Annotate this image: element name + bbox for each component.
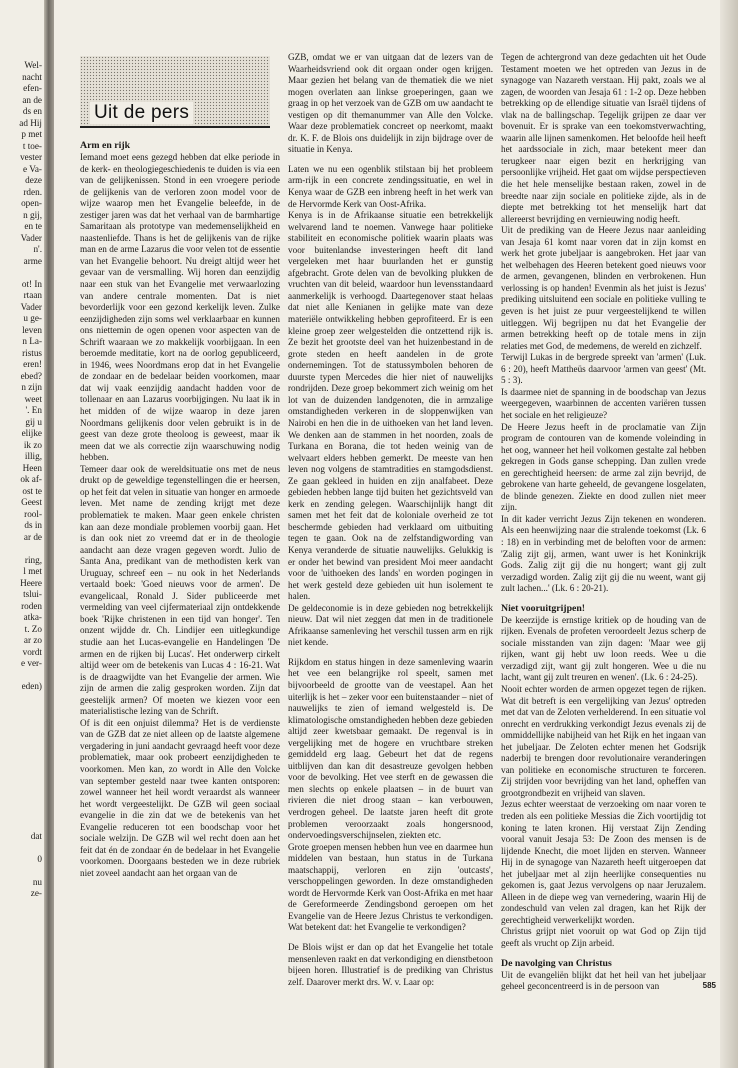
edge-fragment: ik zo xyxy=(23,439,42,450)
edge-fragment xyxy=(0,739,42,751)
edge-fragment xyxy=(0,796,42,808)
edge-fragment: n gij, xyxy=(23,209,42,220)
edge-fragment: ristus xyxy=(22,347,42,358)
edge-fragment xyxy=(0,808,42,820)
edge-fragment: vester xyxy=(20,152,42,162)
quote-paragraph: De geldeconomie is in deze gebieden nog betrekkelijk nieuw. Dat wil niet zeggen dat men in de traditionele Afrikaanse samenleving het verschil tussen arm en rijk niet kende. xyxy=(288,602,493,648)
paragraph: De Heere Jezus heeft in de proclamatie van Zijn program de contouren van de komende voleinding in het oog, wanneer het heil volkomen gestalte zal hebben gekregen in Gods ganse schepping. Dan zullen vrede en gerechtigheid heersen: de arme zal zijn bevrijd, de gebrokene van harte geheeld, de gevangene losgelaten, de blinde genezen. Ziekte en dood zullen niet meer zijn. xyxy=(501,421,706,513)
paragraph: Uit de evangeliën blijkt dat het heil van het jubeljaar geheel geconcentreerd is in de persoon van xyxy=(501,969,706,992)
edge-fragment: n'. xyxy=(33,244,42,254)
edge-fragment: n zijn xyxy=(21,382,42,392)
edge-fragment: an de xyxy=(22,94,42,105)
paragraph: Christus grijpt niet vooruit op wat God op Zijn tijd geeft als vrucht op Zijn arbeid. xyxy=(501,926,706,949)
edge-fragment xyxy=(0,785,42,797)
edge-fragment: ot! In xyxy=(21,278,42,289)
subheading: Niet vooruitgrijpen! xyxy=(501,602,586,614)
paragraph: Is daarmee niet de spanning in de boodschap van Jezus weergegeven, waarbinnen de accenten variëren tussen het sociale en het religieuze? xyxy=(501,386,706,420)
paragraph: Temeer daar ook de wereldsituatie ons met de neus drukt op de geweldige tegenstellingen die er heersen, op het feit dat velen in situatie van honger en armoede leven. Met name de zending krijgt met deze problematiek te maken. Maar geen enkele christen kan aan deze mondiale problemen voorbij gaan. Het is dan ook niet zo vreemd dat er in de theologie aandacht aan deze vragen gegeven wordt. Julio de Santa Ana, predikant van de methodisten kerk van Uruguay, schreef een – nu ook in het Nederlands vertaald boek: 'Goed nieuws voor de armen'. De evangelicaal, Ronald J. Sider publiceerde met vermelding van veel cijfermateriaal zijn ontdekkende boek 'Rijke christenen in een tijd van honger'. Ten onzent wijdde dr. Ch. Lindijer een uitlegkundige studie aan het Lucas-evangelie en Handelingen 'De armen en de rijken bij Lucas'. Het onderwerp cirkelt altijd weer om de betekenis van Lucas 4 : 16-21. Wat is de draagwijdte van het Evangelie der armen. Wie zijn de armen die zalig gesproken worden. Zijn dat geestelijk armen? Of moeten we kiezen voor een materialistische lezing van de Schrift. xyxy=(80,463,280,717)
edge-fragment: Wel- xyxy=(24,60,42,70)
edge-fragment: e Va- xyxy=(23,163,42,174)
edge-fragment xyxy=(0,267,42,279)
edge-fragment: illig, xyxy=(24,451,42,461)
edge-fragment: ost te xyxy=(22,485,42,496)
edge-fragment: eden) xyxy=(21,681,42,691)
edge-fragment xyxy=(0,762,42,774)
header-rule xyxy=(80,126,270,128)
edge-fragment: Heere xyxy=(20,577,42,588)
edge-fragment: open- xyxy=(21,198,42,208)
edge-fragment xyxy=(0,543,42,555)
edge-fragment xyxy=(0,670,42,682)
edge-fragment: eren! xyxy=(23,359,42,369)
edge-fragment: t. Zo xyxy=(24,623,42,634)
edge-fragment: weet xyxy=(24,393,42,404)
edge-fragment: Vader xyxy=(20,301,42,312)
paragraph: Nooit echter worden de armen opgezet tegen de rijken. Wat dit betreft is een vergelijking van Jezus' optreden met dat van de Zeloten verhelderend. In een situatie vol onrecht en verdrukking verkondigt Jezus evenals zij de ommiddellijke nabijheid van het Rijk en het ingaan van het jubeljaar. De Zeloten echter menen het Godsrijk naderbij te brengen door revolutionaire veranderingen van politieke en economische structuren te forceren. Zij strijden voor bevrijding van het land, opheffen van grootgrondbezit en vrijheid van slaven. xyxy=(501,683,706,798)
edge-fragment: rden. xyxy=(23,186,42,197)
edge-fragment: n La- xyxy=(22,336,42,346)
edge-fragment xyxy=(0,750,42,762)
page-gutter xyxy=(44,0,54,1068)
edge-fragment: efen- xyxy=(23,83,42,93)
section-header xyxy=(80,56,270,128)
edge-fragment xyxy=(0,693,42,705)
edge-fragment: e ver- xyxy=(21,658,42,668)
edge-fragment: ds en xyxy=(22,106,42,116)
quote-paragraph: Grote groepen mensen hebben hun vee en daarmee hun middelen van bestaan, hun status in de Turkana maatschappij, verloren en zijn 'outcasts', verschoppelingen geworden. In deze omstandigheden wordt de Hervormde Kerk van Oost-Afrika en met haar de Gereformeerde Zendingsbond geroepen om het Evangelie van de Heere Jezus Christus te verkondigen. Wat betekent dat: het Evangelie te verkondigen? xyxy=(288,841,493,933)
page-edge-shadow xyxy=(720,0,738,1068)
edge-fragment: ebed? xyxy=(20,370,42,381)
quote-paragraph: Rijkdom en status hingen in deze samenleving waarin het vee een belangrijke rol speelt, samen met bijvoorbeeld de grootte van de veestapel. Aan het uiterlijk is het – zeker voor een buitenstaander – niet of nauwelijks te zien of iemand welgesteld is. De klimatologische omstandigheden hebben deze gebieden altijd zeer kwetsbaar gemaakt. De regenval is in vergelijking met de hogere en vruchtbare streken gemiddeld erg laag. Gebeurt het dat de regens uitblijven dan kan dit desastreuze gevolgen hebben voor de bevolking. Het vee sterft en de gewassen die men slechts op enkele plaatsen – in de buurt van rivieren die niet droog staan – kan verbouwen, verdrogen geheel. De laatste jaren heeft dit grote problemen veroorzaakt zoals hongersnood, ondervoedingsverschijnselen, ziekten etc. xyxy=(288,656,493,841)
quote-paragraph: Laten we nu een ogenblik stilstaan bij het probleem arm-rijk in een concrete zendingssituatie, en wel in Kenya waar de GZB een inbreng heeft in het werk van de Hervormde Kerk van Oost-Afrika. xyxy=(288,163,493,209)
subheading: De navolging van Christus xyxy=(501,957,612,969)
edge-fragment: elijke xyxy=(21,428,42,438)
paragraph: In dit kader verricht Jezus Zijn tekenen en wonderen. Als een heenwijzing naar die stralende toekomst (Lk. 6 : 18) en in verbinding met de beloften voor de armen: 'Zalig zijt gij, armen, want uwer is het Koninkrijk Gods. Zalig zijt gij die nu hongert; want gij zult verzadigd worden. Zalig zijt gij die nu weent, want gij zult lachen...' (Lk. 6 : 20-21). xyxy=(501,513,706,594)
edge-fragment: '. En xyxy=(25,405,42,415)
edge-fragment: arme xyxy=(23,255,42,266)
edge-fragment: tslui- xyxy=(23,589,42,599)
edge-fragment: vordt xyxy=(22,646,42,657)
edge-fragment: ar zo xyxy=(23,635,42,645)
edge-fragment xyxy=(0,716,42,728)
paragraph: GZB, omdat we er van uitgaan dat de lezers van de Waarheidsvriend ook dit orgaan onder ogen krijgen. Maar gezien het belang van de thematiek die we niet mogen overlaten aan linkse groeperingen, gaan we graag in op het verzoek van de GZB om uw aandacht te vestigen op dit themanummer van Alle den Volcke. Waar deze problematiek concreet op neerkomt, maakt dr. K. F. de Blois ons duidelijk in zijn bijdrage over de situatie in Kenya. xyxy=(288,52,493,155)
edge-fragment xyxy=(0,727,42,739)
edge-fragment: rool- xyxy=(24,508,42,519)
edge-fragment: en te xyxy=(24,221,42,231)
edge-fragment: nu xyxy=(32,876,42,887)
edge-fragment xyxy=(0,865,42,877)
edge-fragment: roden xyxy=(21,600,42,611)
paragraph: De Blois wijst er dan op dat het Evangelie het totale mensenleven raakt en dat verkondiging en dienstbetoon bijeen horen. Illustratief is de prediking van Christus zelf. Daarover merkt drs. W. v. Laar op: xyxy=(288,942,493,987)
edge-fragment: rtaan xyxy=(23,290,42,300)
quote-paragraph: Kenya is in de Afrikaanse situatie een betrekkelijk welvarend land te noemen. Vanwege haar politieke stabiliteit en economische politiek waarin plaats was voor buitenlandse investeringen heeft dit land vergeleken met haar buurlanden het er gunstig afgebracht. Grote delen van de bevolking plukken de vruchten van dit beleid, waardoor hun levensstandaard aanmerkelijk is verhoogd. Daartegenover staat helaas dat niet alle Kenianen in gelijke mate van deze materiële ontwikkeling hebben geprofiteerd. Er is een kleine groep zeer welgestelden die ontzettend rijk is. Ze bezit het grootste deel van het huizenbestand in de grote steden en heeft aandelen in de grote ondernemingen. Tot de statussymbolen behoren de duurste typen Mercedes die hier niet of nauwelijks rondrijden. Deze groep bekommert zich weinig om het lot van de duizenden landgenoten, die in armzalige omstandigheden verkeren in de sloppenwijken van Nairobi en hen die in de uithoeken van het land leven. We denken aan de stammen in het noorden, zoals de Turkana en Borana, die tot heden weinig van de welvaart elders hebben gemerkt. De meeste van hen leven nog volgens de stamtradities en stamgodsdienst. Ze gaan gekleed in huiden en zijn analfabeet. Deze gebieden hebben lange tijd buiten het gezichtsveld van kerk en zending gelegen. Waarschijnlijk hangt dit samen met het feit dat de koloniale overheid ze tot beschermde gebieden had verklaard om uitbuiting tegen te gaan. Ook na de zelfstandigwording van Kenya veranderde de situatie nauwelijks. Gelukkig is er onder het bewind van president Moi meer aandacht voor de 'uithoeken des lands' en worden pogingen in het werk gesteld deze gebieden uit hun isolement te halen. xyxy=(288,210,493,602)
paragraph: Iemand moet eens gezegd hebben dat elke periode in de kerk- en theologiegeschiedenis te duiden is via een van de gelijkenissen. Stond in een vroegere periode de gelijkenis van de verloren zoon model voor de wijze waarop men het Evangelie beleefde, in de zestiger jaren was dat het verhaal van de barmhartige Samaritaan als prototype van medemenselijkheid en naastenliefde. Thans is het de gelijkenis van de rijke man en de arme Lazarus die voor velen tot de essentie van het Evangelie behoort. Nu dreigt altijd weer het gevaar van de versmalling. Wij horen dan eenzijdig naar een stuk van het Evangelie met verwaarlozing van andere centrale momenten. Dat is niet bevorderlijk voor een gezond kerkelijk leven. Zulke eenzijdigheden zijn soms wel verklaarbaar en kunnen ons niettemin de ogen openen voor aspecten van de Schrift waaraan we zo makkelijk voorbijgaan. In een beroemde meditatie, kort na de oorlog gepubliceerd, in 1946, wees Noordmans erop dat in het Evangelie de zondaar en de bedelaar beiden voorkomen, maar dat wij vaak eenzijdig aandacht hadden voor de tollenaar en aan Lazarus voorbijgingen. Nu laat ik in het midden of de wijze waarop in deze jaren Noordmans gelijkenis door velen gebruikt is in de geest van deze grote theoloog is geweest, maar ik meen dat we als correctie zijn waarschuwing nodig hebben. xyxy=(80,152,280,463)
edge-fragment: u ge- xyxy=(23,313,42,323)
paragraph: Of is dit een onjuist dilemma? Het is de verdienste van de GZB dat ze niet alleen op de laatste algemene vergadering in juni aandacht gevraagd heeft voor deze problematiek, maar ook probeert eenzijdigheden te voorkomen. Men kan, zo wordt in Alle den Volcke van september gesteld naar twee kanten ontsporen: zowel wanneer het heil wordt veraardst als wanneer het wordt vergeestelijkt. De GZB wil geen sociaal evangelie in die zin dat we de betekenis van het Evangelie reduceren tot een boodschap voor het sociale welzijn. De GZB wil wel recht doen aan het feit dat én de zondaar én de bedelaar in het Evangelie voorkomen. Doorgaans besteden we in deze rubriek niet zoveel aandacht aan het orgaan van de xyxy=(80,717,280,878)
column-1 xyxy=(80,140,280,920)
edge-fragment xyxy=(0,773,42,785)
edge-fragment xyxy=(0,819,42,831)
edge-fragment: gij u xyxy=(25,416,42,427)
article-heading: Arm en rijk xyxy=(80,140,131,151)
edge-fragment: ze- xyxy=(30,888,42,898)
edge-fragment: ad Hij xyxy=(19,117,42,128)
paragraph: Uit de prediking van de Heere Jezus naar aanleiding van Jesaja 61 komt naar voren dat in zijn komst en werk het grote jubeljaar is aangebroken. Het jaar van het welbehagen des Heeren betekent goed nieuws voor de armen, gevangenen, blinden en verbrokenen. Hun verlossing is op handen! Evenmin als het juist is Jezus' prediking uitsluitend een sociale en politieke vulling te geven is het juist ze puur vergeestelijkend te willen uitleggen. Wij begrijpen nu dat het Evangelie der armen betrekking heeft op de totale mens in zijn relaties met God, de medemens, de wereld en zichzelf. xyxy=(501,225,706,351)
edge-fragment: Vader xyxy=(20,232,42,243)
edge-fragment: dat xyxy=(30,830,42,841)
edge-fragment: Heen xyxy=(22,462,42,473)
edge-fragment: 0 xyxy=(37,853,42,864)
edge-fragment: nacht xyxy=(22,71,42,82)
column-2 xyxy=(288,52,493,987)
column-3 xyxy=(501,52,706,992)
edge-fragment: ds in xyxy=(24,520,42,530)
edge-fragment: atka- xyxy=(23,612,42,622)
edge-fragment: Geest xyxy=(21,497,42,507)
edge-fragment: ring, xyxy=(24,554,42,565)
edge-fragment: deze xyxy=(25,175,42,185)
edge-fragment: ok af- xyxy=(20,474,42,484)
edge-fragment: ar de xyxy=(23,531,42,542)
paragraph: Jezus echter weerstaat de verzoeking om naar voren te treden als een politieke Messias die Zich voortijdig tot koning te laten kronen. Hij verstaat Zijn Zending vooral vanuit Jesaja 53: De Zoon des mensen is de lijdende Knecht, die moet lijden en sterven. Wanneer Hij in de synagoge van Nazareth heeft uitgeroepen dat het jubeljaar met al zijn heerlijke consequenties nu gekomen is, gaat Jezus vervolgens op naar Jeruzalem. Alleen in de diepe weg van vernedering, waarin Hij de zondeschuld van velen zal dragen, kan het Rijk der gerechtigheid verwerkelijkt worden. xyxy=(501,799,706,925)
page-number: 585 xyxy=(702,981,716,990)
paragraph: Tegen de achtergrond van deze gedachten uit het Oude Testament moeten we het optreden van Jezus in de synagoge van Nazareth verstaan. Hij pakt, zoals we al zagen, de woorden van Jesaja 61 : 1-2 op. Deze hebben betrekking op de ellendige situatie van Israël tijdens of vlak na de ballingschap. Tegelijk grijpen ze daar ver bovenuit. Er is sprake van een toekomstverwachting, waarin alle lijnen samenkomen. Het beloofde heil heeft het aardssociale in zich, maar betekent meer dan terugkeer naar eigen bezit en herkrijging van persoonlijke vrijheid. Het gaat om wijdse perspectieven die het hele menselijke bestaan raken, zowel in de breedte naar zijn sociale en politieke zijde, als in de diepte met betrekking tot het menselijk hart dat allereerst bevrijding en vernieuwing nodig heeft. xyxy=(501,52,706,224)
edge-fragment: l met xyxy=(23,566,42,576)
edge-fragment: leven xyxy=(22,324,42,335)
section-title: Uit de pers xyxy=(90,102,193,124)
paragraph: Terwijl Lukas in de bergrede spreekt van 'armen' (Luk. 6 : 20), heeft Mattheüs daarvoor 'armen van geest' (Mt. 5 : 3). xyxy=(501,352,706,386)
edge-fragment xyxy=(0,704,42,716)
edge-fragment: t toe- xyxy=(22,140,42,151)
previous-page-edge-text xyxy=(0,60,42,960)
paragraph: De keerzijde is ernstige kritiek op de houding van de rijken. Evenals de profeten veroordeelt Jezus scherp de sociale misstanden van zijn dagen: 'Maar wee gij rijken, want gij hebt uw loon reeds. Wee u die verzadigd zijt, want gij zult hongeren. Wee u die nu lacht, want gij zult treuren en wenen'. (Lk. 6 : 24-25). xyxy=(501,614,706,683)
edge-fragment: p met xyxy=(21,129,42,139)
edge-fragment xyxy=(0,842,42,854)
